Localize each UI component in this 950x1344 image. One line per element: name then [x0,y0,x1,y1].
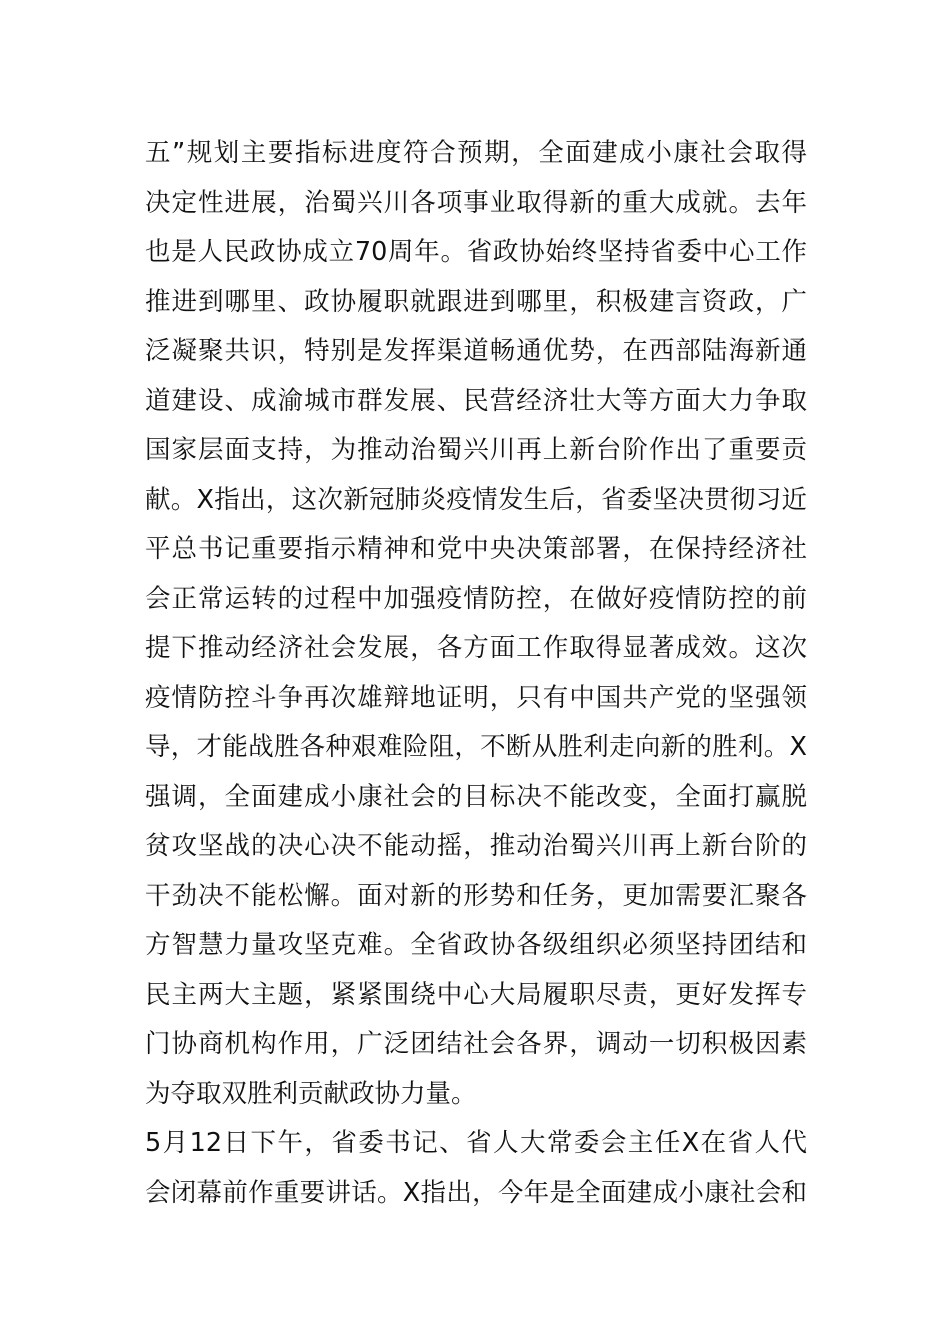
text-line: 提下推动经济社会发展，各方面工作取得显著成效。这次 [145,633,807,663]
paragraph-2 [145,1119,807,1218]
text-line: 门协商机构作用，广泛团结社会各界，调动一切积极因素 [145,1029,807,1059]
text-line: 贫攻坚战的决心决不能动摇，推动治蜀兴川再上新台阶的 [145,831,807,861]
text-line: 泛凝聚共识，特别是发挥渠道畅通优势，在西部陆海新通 [145,336,807,366]
text-line: 方智慧力量攻坚克难。全省政协各级组织必须坚持团结和 [145,930,807,960]
text-line: 决定性进展，治蜀兴川各项事业取得新的重大成就。去年 [145,187,807,218]
paragraph-1 [145,129,807,1119]
text-line: 献。X指出，这次新冠肺炎疫情发生后，省委坚决贯彻习近 [145,484,807,515]
text-line: 为夺取双胜利贡献政协力量。 [145,1078,477,1109]
text-line: 平总书记重要指示精神和党中央决策部署，在保持经济社 [145,534,807,564]
text-line: 国家层面支持，为推动治蜀兴川再上新台阶作出了重要贡 [145,435,807,465]
text-line: 民主两大主题，紧紧围绕中心大局履职尽责，更好发挥专 [145,979,807,1010]
text-line: 干劲决不能松懈。面对新的形势和任务，更加需要汇聚各 [145,880,807,911]
text-line: 推进到哪里、政协履职就跟进到哪里，积极建言资政，广 [145,286,807,317]
text-line: 5月12日下午，省委书记、省人大常委会主任X在省人代 [145,1128,807,1158]
text-line: 会正常运转的过程中加强疫情防控，在做好疫情防控的前 [145,583,807,614]
document-body [145,129,807,1218]
text-line: 也是人民政协成立70周年。省政协始终坚持省委中心工作 [145,237,807,267]
text-line: 道建设、成渝城市群发展、民营经济壮大等方面大力争取 [145,385,807,416]
text-line: 五”规划主要指标进度符合预期，全面建成小康社会取得 [145,138,807,168]
text-line: 强调，全面建成小康社会的目标决不能改变，全面打赢脱 [145,781,807,812]
text-line: 会闭幕前作重要讲话。X指出，今年是全面建成小康社会和 [145,1177,807,1208]
text-line: 导，才能战胜各种艰难险阻，不断从胜利走向新的胜利。X [145,732,807,762]
text-line: 疫情防控斗争再次雄辩地证明，只有中国共产党的坚强领 [145,682,807,713]
